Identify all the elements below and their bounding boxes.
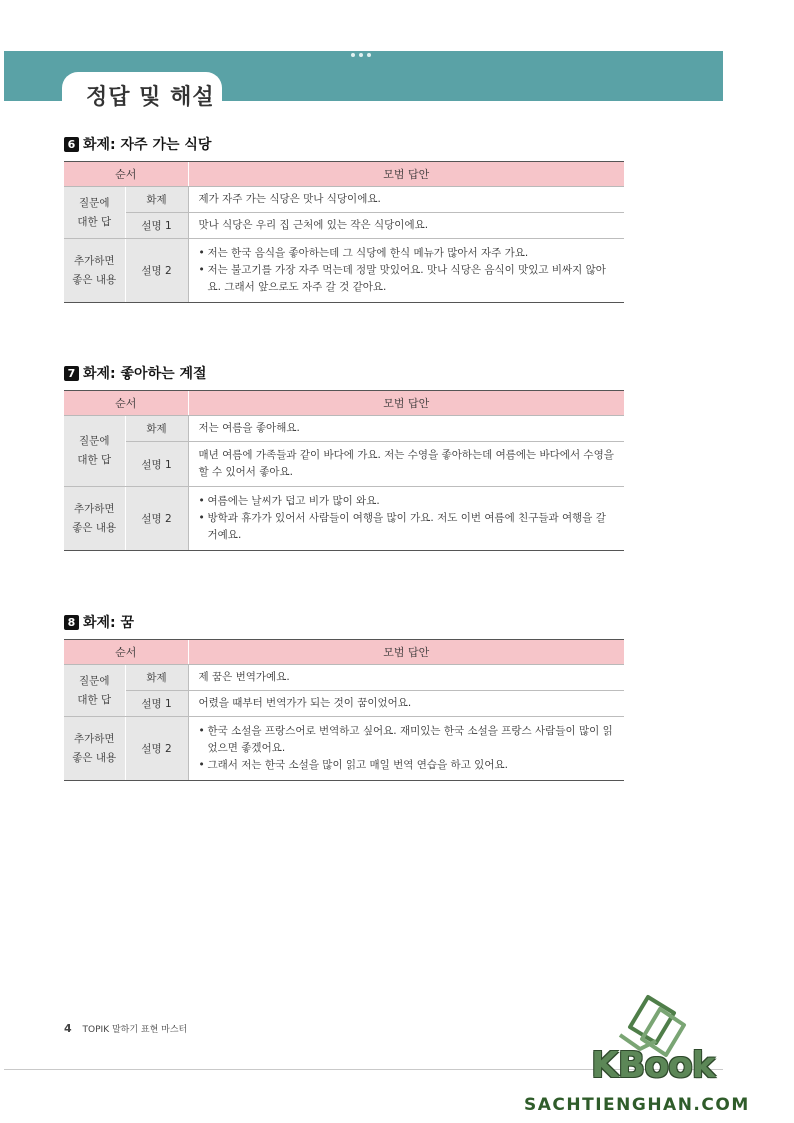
section-8 — [64, 612, 624, 781]
category-qa — [64, 665, 125, 717]
section-heading — [64, 363, 624, 383]
answer-table — [64, 639, 624, 781]
section-7 — [64, 363, 624, 551]
topic-answer: 제 꿈은 번역가예요. — [188, 665, 624, 691]
topic-answer: 제가 자주 가는 식당은 맛나 식당이에요. — [188, 187, 624, 213]
category-extra — [64, 717, 125, 781]
explanation-2-label: 설명 2 — [125, 487, 188, 551]
order-header: 순서 — [64, 640, 188, 665]
bullet-item: • 그래서 저는 한국 소설을 많이 읽고 매일 번역 연습을 하고 있어요. — [199, 757, 617, 774]
topic-label: 화제 — [125, 187, 188, 213]
explanation-1-answer: 매년 여름에 가족들과 같이 바다에 가요. 저는 수영을 좋아하는데 여름에는 바다에서 수영을 할 수 있어서 좋아요. — [188, 442, 624, 487]
explanation-1-answer: 맛나 식당은 우리 집 근처에 있는 작은 식당이에요. — [188, 213, 624, 239]
explanation-2-label: 설명 2 — [125, 239, 188, 303]
bullet-item: • 여름에는 날씨가 덥고 비가 많이 와요. — [199, 493, 617, 510]
answer-table — [64, 390, 624, 551]
site-url: SACHTIENGHAN.COM — [524, 1095, 750, 1115]
category-extra — [64, 487, 125, 551]
explanation-2-answer — [188, 487, 624, 551]
order-header: 순서 — [64, 162, 188, 187]
category-extra-label: 추가하면 좋은 내용 — [72, 254, 117, 286]
page-number: 4 — [64, 1022, 72, 1035]
answer-table — [64, 161, 624, 303]
explanation-2-answer — [188, 717, 624, 781]
header-dots — [349, 51, 373, 59]
section-title: 화제: 좋아하는 계절 — [83, 366, 207, 382]
model-answer-header: 모범 답안 — [188, 391, 624, 416]
order-header: 순서 — [64, 391, 188, 416]
category-qa — [64, 187, 125, 239]
category-qa-label: 질문에 대한 답 — [77, 435, 112, 466]
category-qa-label: 질문에 대한 답 — [77, 674, 112, 706]
explanation-1-label: 설명 1 — [125, 691, 188, 717]
category-extra-label: 추가하면 좋은 내용 — [72, 732, 117, 764]
explanation-1-label: 설명 1 — [125, 213, 188, 239]
section-heading — [64, 612, 624, 632]
explanation-2-label: 설명 2 — [125, 717, 188, 781]
model-answer-header: 모범 답안 — [188, 162, 624, 187]
section-number-badge: 6 — [64, 137, 79, 152]
bullet-item: • 한국 소설을 프랑스어로 번역하고 싶어요. 재미있는 한국 소설을 프랑스 사람들이 많이 읽었으면 좋겠어요. — [199, 723, 617, 757]
bullet-item: • 방학과 휴가가 있어서 사람들이 여행을 많이 가요. 저도 이번 여름에 친구들과 여행을 갈 거예요. — [199, 510, 617, 544]
category-extra — [64, 239, 125, 303]
category-qa — [64, 416, 125, 487]
bullet-item: • 저는 불고기를 가장 자주 먹는데 정말 맛있어요. 맛나 식당은 음식이 맛있고 비싸지 않아요. 그래서 앞으로도 자주 갈 것 같아요. — [199, 262, 617, 296]
category-qa-label: 질문에 대한 답 — [77, 196, 112, 228]
explanation-2-answer — [188, 239, 624, 303]
section-title: 화제: 자주 가는 식당 — [83, 137, 212, 153]
topic-label: 화제 — [125, 665, 188, 691]
topic-label: 화제 — [125, 416, 188, 442]
category-extra-label: 추가하면 좋은 내용 — [72, 502, 117, 534]
bullet-item: • 저는 한국 음식을 좋아하는데 그 식당에 한식 메뉴가 많아서 자주 가요. — [199, 245, 617, 262]
model-answer-header: 모범 답안 — [188, 640, 624, 665]
explanation-1-answer: 어렸을 때부터 번역가가 되는 것이 꿈이었어요. — [188, 691, 624, 717]
topic-answer: 저는 여름을 좋아해요. — [188, 416, 624, 442]
section-number-badge: 8 — [64, 615, 79, 630]
explanation-1-label: 설명 1 — [125, 442, 188, 487]
page-title: 정답 및 해설 — [86, 85, 215, 110]
section-heading — [64, 134, 624, 154]
page-footer — [64, 1022, 187, 1035]
section-title: 화제: 꿈 — [83, 615, 135, 631]
section-6 — [64, 134, 624, 303]
book-title: TOPIK 말하기 표현 마스터 — [82, 1025, 188, 1035]
section-number-badge: 7 — [64, 366, 79, 381]
kbook-brand: KBook — [591, 1045, 715, 1086]
